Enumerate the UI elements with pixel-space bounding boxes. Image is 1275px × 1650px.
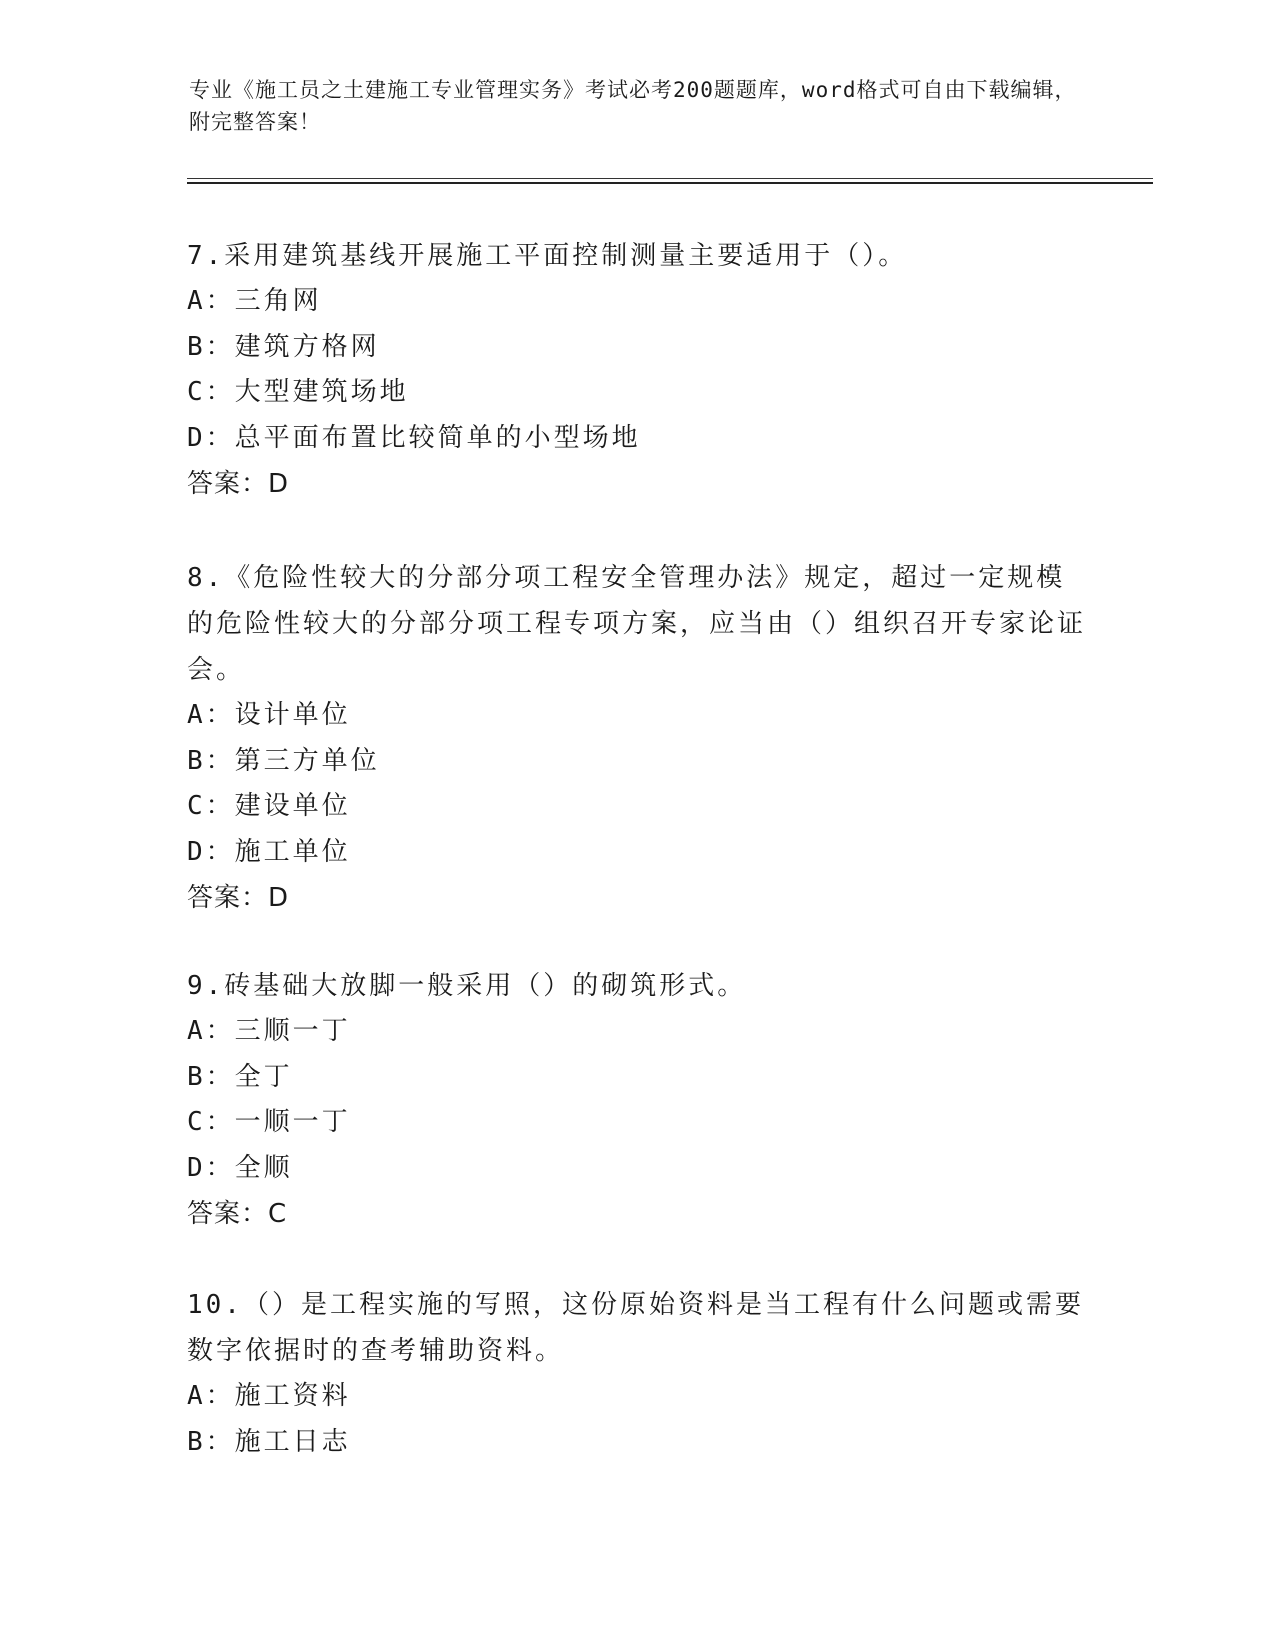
option-a: A：三角网 [187,286,322,316]
question-7 [187,233,1087,507]
answer: 答案：C [187,1199,288,1229]
option-c: C：一顺一丁 [187,1107,351,1137]
option-b: B：全丁 [187,1061,293,1092]
question-stem: 10.（）是工程实施的写照，这份原始资料是当工程有什么问题或需要数字依据时的查考辅助资料。 [187,1290,1084,1366]
header-divider-bottom [187,182,1153,184]
option-d: D：总平面布置比较简单的小型场地 [187,422,641,453]
question-stem: 7.采用建筑基线开展施工平面控制测量主要适用于（）。 [187,241,908,271]
option-c: C：大型建筑场地 [187,377,409,407]
option-a: A：三顺一丁 [187,1016,351,1046]
header-divider-top [187,178,1153,179]
option-a: A：设计单位 [187,700,351,730]
option-b: B：施工日志 [187,1426,351,1457]
option-c: C：建设单位 [187,791,351,821]
question-stem: 9.砖基础大放脚一般采用（）的砌筑形式。 [187,971,747,1001]
answer: 答案：D [187,469,290,499]
option-b: B：第三方单位 [187,745,380,776]
option-a: A：施工资料 [187,1381,351,1411]
question-10 [187,1282,1087,1465]
question-8 [187,555,1087,921]
option-d: D：施工单位 [187,836,351,867]
question-stem: 8.《危险性较大的分部分项工程安全管理办法》规定，超过一定规模的危险性较大的分部分项工程专项方案，应当由（）组织召开专家论证会。 [187,563,1087,685]
answer: 答案：D [187,883,290,913]
option-b: B：建筑方格网 [187,331,380,362]
question-9 [187,963,1087,1237]
option-d: D：全顺 [187,1152,293,1183]
document-header: 专业《施工员之土建施工专业管理实务》考试必考200题题库，word格式可自由下载编辑，附完整答案！ [189,78,1077,134]
